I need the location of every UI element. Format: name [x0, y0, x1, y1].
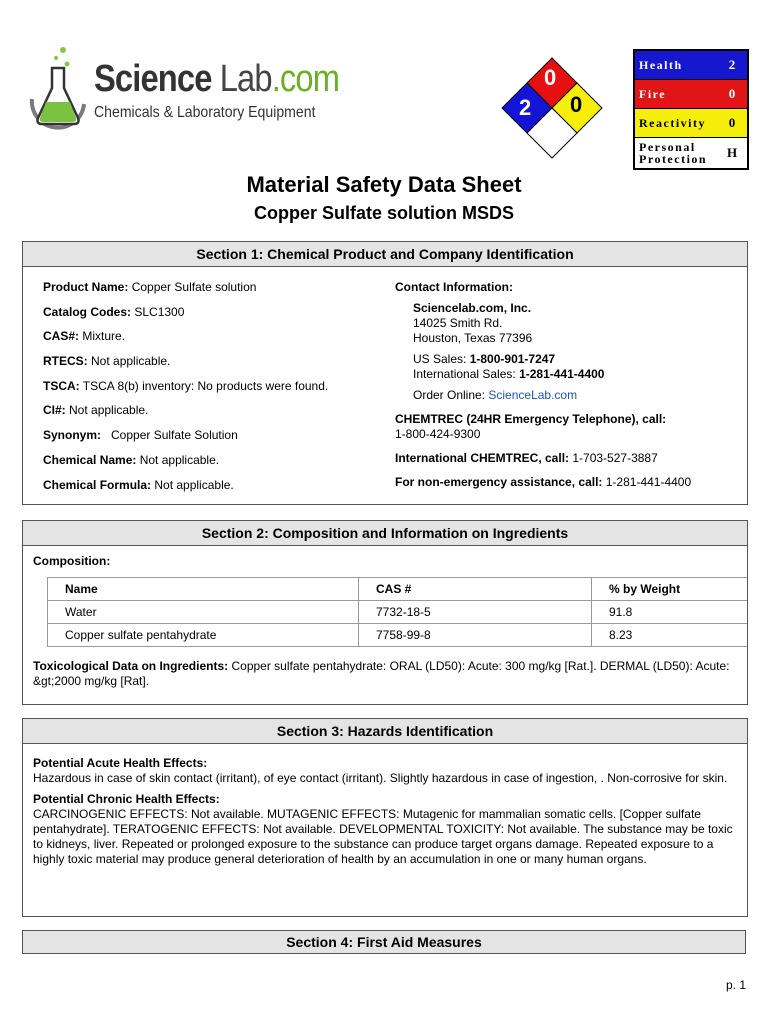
- contact-info: [395, 280, 740, 490]
- nfpa-reactivity-value: 0: [570, 92, 583, 117]
- table-cell: 7732-18-5: [359, 601, 592, 624]
- field-label: TSCA:: [43, 378, 80, 393]
- hmis-value: 0: [728, 115, 736, 130]
- table-cell: 91.8: [592, 601, 748, 624]
- nfpa-fire-value: 0: [544, 65, 557, 90]
- us-sales-number: 1-800-901-7247: [469, 352, 556, 366]
- synonym-field: [43, 428, 383, 453]
- contact-label: Contact Information:: [395, 280, 513, 294]
- section-1: [22, 241, 748, 505]
- composition-table: [47, 577, 747, 647]
- section-4-heading: Section 4: First Aid Measures: [22, 930, 746, 954]
- table-row: [48, 601, 748, 624]
- chemtrec-label: CHEMTREC (24HR Emergency Telephone), call:: [395, 412, 667, 426]
- hmis-label: Personal Protection: [639, 140, 708, 166]
- us-sales: [395, 352, 740, 367]
- section-2: [22, 520, 748, 705]
- section-2-heading: Section 2: Composition and Information on Ingredients: [23, 521, 747, 546]
- hmis-value: 0: [728, 86, 736, 101]
- tox-text: Copper sulfate pentahydrate: ORAL (LD50): Acute: 300 mg/kg [Rat.]. DERMAL (LD50): Acute: &gt;2000 mg/kg [Rat].: [33, 659, 730, 688]
- table-row: [48, 624, 748, 647]
- chronic-effects-text: CARCINOGENIC EFFECTS: Not available. MUTAGENIC EFFECTS: Mutagenic for mammalian somatic cells. [Copper sulfate pentahydrate]. TERATOGENIC EFFECTS: Not available. DEVELOPMENTAL TOXICITY: Not available. The substance may be toxic to kidneys, liver. Repeated or prolonged exposure to the substance can produce target organs damage. Repeated exposure to a highly toxic material may produce general deterioration of health by an accumulation in one or many human organs.: [33, 807, 733, 866]
- field-value: SLC1300: [131, 304, 185, 319]
- logo-subtitle: Chemicals & Laboratory Equipment: [94, 104, 316, 121]
- logo-com: .com: [271, 58, 340, 100]
- field-value: Copper Sulfate Solution: [101, 428, 238, 443]
- column-header: % by Weight: [592, 578, 748, 601]
- nfpa-health-value: 2: [519, 95, 532, 120]
- chronic-effects-label: Potential Chronic Health Effects:: [33, 792, 220, 806]
- acute-effects-label: Potential Acute Health Effects:: [33, 756, 208, 770]
- chemical-name-field: [43, 453, 383, 478]
- intl-sales-number: 1-281-441-4400: [519, 367, 605, 381]
- toxicological-data: [33, 659, 738, 689]
- field-label: CAS#:: [43, 329, 80, 344]
- field-label: Chemical Name:: [43, 452, 137, 467]
- field-value: Mixture.: [79, 329, 126, 344]
- intl-chemtrec: [395, 451, 740, 466]
- hmis-row-personal-protection: [635, 138, 747, 168]
- page-title: Material Safety Data Sheet: [246, 172, 522, 197]
- section-3-heading: Section 3: Hazards Identification: [23, 719, 747, 744]
- field-value: Not applicable.: [151, 477, 234, 492]
- cas-field: [43, 329, 383, 354]
- field-value: TSCA 8(b) inventory: No products were found.: [79, 378, 329, 393]
- hmis-rating-table: [633, 49, 749, 170]
- hmis-label: Health: [639, 57, 683, 72]
- field-label: Product Name:: [43, 280, 129, 294]
- logo-science: Science: [94, 58, 212, 100]
- hmis-value: H: [726, 145, 738, 160]
- tsca-field: [43, 379, 383, 404]
- field-value: Not applicable.: [65, 403, 149, 418]
- hmis-label: Fire: [639, 86, 667, 101]
- non-emergency: [395, 475, 740, 490]
- non-emergency-number: 1-281-441-4400: [602, 475, 692, 489]
- product-name-field: [43, 280, 383, 305]
- field-label: CI#:: [43, 403, 66, 418]
- logo-wordmark: [94, 58, 339, 101]
- table-header-row: [48, 578, 748, 601]
- hmis-label: Reactivity: [639, 115, 706, 130]
- intl-chemtrec-number: 1-703-527-3887: [569, 451, 658, 465]
- table-cell: 7758-99-8: [359, 624, 592, 647]
- address-line-1: 14025 Smith Rd.: [413, 316, 503, 330]
- hazards-body: [33, 756, 738, 867]
- hmis-row-reactivity: [635, 109, 747, 138]
- flask-icon: [20, 44, 92, 136]
- composition-label: Composition:: [33, 554, 111, 568]
- hmis-row-fire: [635, 80, 747, 109]
- section-1-heading: Section 1: Chemical Product and Company Identification: [23, 242, 747, 267]
- order-label: Order Online:: [413, 388, 489, 402]
- intl-chemtrec-label: International CHEMTREC, call:: [395, 451, 570, 465]
- field-label: RTECS:: [43, 354, 88, 369]
- column-header: CAS #: [359, 578, 592, 601]
- intl-sales: [395, 367, 740, 382]
- ci-field: [43, 403, 383, 428]
- section-3: [22, 718, 748, 917]
- field-value: Not applicable.: [136, 452, 220, 467]
- field-value: Copper Sulfate solution: [128, 280, 257, 294]
- table-cell: 8.23: [592, 624, 748, 647]
- logo-lab: Lab: [211, 58, 272, 100]
- field-value: Not applicable.: [87, 354, 171, 369]
- sciencelab-logo: [20, 44, 340, 134]
- catalog-codes-field: [43, 305, 383, 330]
- address-line-2: Houston, Texas 77396: [413, 331, 533, 345]
- page-subtitle: Copper Sulfate solution MSDS: [253, 203, 514, 223]
- hmis-row-health: [635, 51, 747, 80]
- product-details: [43, 280, 383, 502]
- rtecs-field: [43, 354, 383, 379]
- non-emergency-label: For non-emergency assistance, call:: [395, 475, 603, 489]
- sciencelab-link[interactable]: ScienceLab.com: [488, 388, 578, 402]
- hmis-value: 2: [728, 57, 736, 72]
- chemical-formula-field: [43, 478, 383, 503]
- chemtrec-number: 1-800-424-9300: [395, 427, 481, 441]
- company-name: Sciencelab.com, Inc.: [413, 301, 532, 315]
- nfpa-diamond: [500, 40, 610, 165]
- table-cell: Copper sulfate pentahydrate: [48, 624, 359, 647]
- field-label: Synonym:: [43, 428, 102, 443]
- intl-sales-label: International Sales:: [413, 367, 520, 381]
- table-cell: Water: [48, 601, 359, 624]
- column-header: Name: [48, 578, 359, 601]
- field-label: Chemical Formula:: [43, 477, 152, 492]
- tox-label: Toxicological Data on Ingredients:: [33, 659, 229, 673]
- field-label: Catalog Codes:: [43, 304, 132, 319]
- us-sales-label: US Sales:: [413, 352, 470, 366]
- order-online: [395, 388, 740, 403]
- acute-effects-text: Hazardous in case of skin contact (irritant), of eye contact (irritant). Slightly hazardous in case of ingestion, . Non-corrosive for skin.: [33, 771, 728, 785]
- page-number: p. 1: [725, 978, 746, 992]
